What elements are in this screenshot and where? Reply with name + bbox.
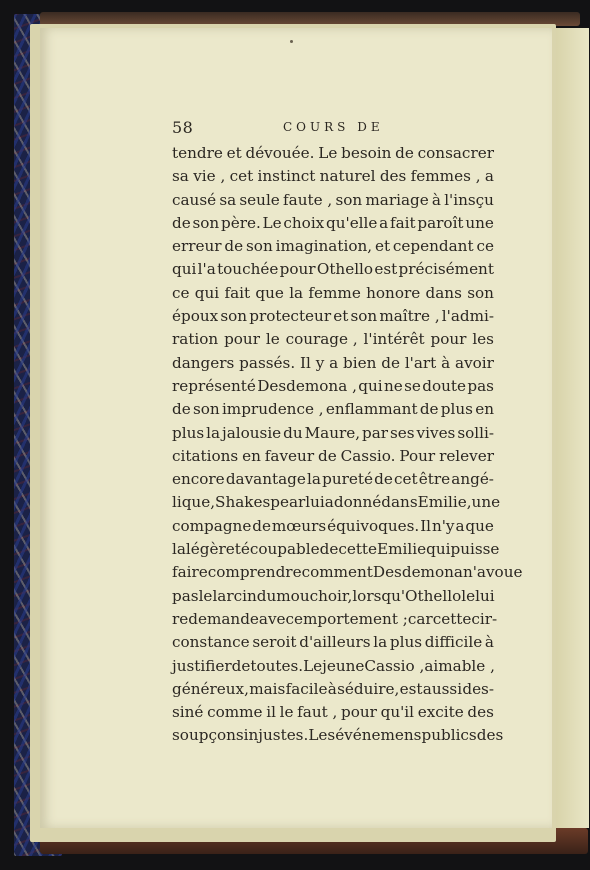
word: pureté: [322, 470, 373, 489]
word: qui: [172, 260, 197, 279]
word: il: [266, 703, 276, 722]
word: encore: [172, 470, 225, 489]
word: est: [399, 679, 423, 698]
word: de: [374, 470, 393, 489]
word: se: [404, 376, 421, 395]
word: père.: [220, 213, 261, 232]
word: dans: [381, 493, 418, 512]
word: consacrer: [417, 144, 494, 162]
word: faveur: [264, 446, 315, 465]
word: Les: [308, 726, 336, 745]
word: mœurs: [271, 516, 327, 535]
word: et: [226, 144, 242, 162]
word: du: [283, 423, 303, 442]
text-line: [172, 701, 494, 724]
word: être: [418, 470, 451, 489]
word: enflammant: [325, 400, 418, 419]
word: coupable: [249, 540, 320, 559]
text-line: [172, 585, 494, 608]
word: toutes.: [250, 656, 304, 675]
word: de: [172, 213, 191, 232]
word: des: [379, 167, 407, 186]
word: faute ,: [283, 190, 333, 209]
text-line: [172, 468, 494, 491]
word: lui: [475, 586, 495, 605]
word: avoir: [455, 353, 494, 372]
word: son: [192, 400, 220, 419]
word: de: [381, 353, 400, 372]
text-line: [172, 491, 501, 514]
word: événemens: [335, 726, 422, 745]
word: mouchoir,: [276, 586, 353, 605]
running-head: COURS DE: [283, 120, 384, 134]
word: précisément: [398, 260, 494, 279]
word: et: [374, 237, 391, 256]
word: pas: [172, 586, 199, 605]
word: et: [333, 307, 349, 326]
word: cependant: [392, 237, 474, 256]
word: protecteur: [249, 307, 332, 326]
word: comme: [207, 703, 263, 722]
word: a: [324, 493, 334, 512]
word: qui: [358, 376, 383, 395]
word: lui: [305, 493, 325, 512]
word: facile: [285, 679, 328, 698]
word: que: [255, 283, 284, 302]
word: en: [475, 400, 494, 419]
word: n'y: [431, 516, 455, 535]
word: la: [307, 470, 321, 489]
word: honore: [366, 283, 421, 302]
word: excite: [417, 703, 464, 722]
word: qu'il: [380, 703, 415, 722]
word: Cassio.: [340, 446, 396, 465]
word: compagne: [172, 516, 252, 535]
word: injustes.: [243, 726, 309, 745]
word: tendre: [172, 144, 223, 162]
word: à: [484, 633, 494, 652]
text-line: [172, 655, 494, 678]
word: son: [467, 283, 494, 302]
word: cette: [432, 609, 472, 628]
word: son: [335, 190, 363, 209]
word: citations: [172, 446, 239, 465]
word: lique,: [172, 493, 216, 512]
word: mariage: [365, 190, 429, 209]
word: Desdemona: [372, 563, 463, 582]
word: causé: [172, 190, 217, 209]
word: Pour: [399, 446, 436, 465]
word: redemande: [172, 609, 259, 628]
text-line: [172, 328, 494, 351]
word: aussi: [422, 679, 463, 698]
text-line: [172, 142, 494, 165]
text-line: [172, 165, 494, 188]
word: davantage: [225, 470, 306, 489]
word: des: [467, 703, 494, 722]
word: vie ,: [193, 167, 226, 186]
word: son: [246, 237, 273, 256]
word: ration: [172, 330, 219, 349]
text-line: [172, 212, 494, 235]
word: dangers: [172, 353, 235, 372]
word: Cassio ,: [364, 656, 425, 675]
word: naturel: [319, 167, 376, 186]
word: besoin: [341, 144, 392, 162]
text-line: [172, 724, 504, 747]
word: légèreté: [185, 540, 250, 559]
word: touchée: [217, 260, 279, 279]
body-text: [172, 142, 523, 748]
text-line: [172, 375, 494, 398]
word: la: [172, 540, 186, 559]
word: Le: [262, 213, 282, 232]
word: Le: [318, 144, 338, 162]
text-line: [172, 352, 494, 375]
word: n'avoue: [462, 563, 523, 582]
word: de: [252, 516, 271, 535]
word: y: [315, 353, 325, 372]
word: l'art: [404, 353, 437, 372]
word: larcin: [212, 586, 257, 605]
word: la: [373, 633, 388, 652]
word: à: [441, 353, 451, 372]
word: que: [465, 516, 494, 535]
word: mais: [249, 679, 286, 698]
word: emportement ;: [294, 609, 408, 628]
word: ses: [390, 423, 415, 442]
word: de: [318, 446, 337, 465]
word: a: [484, 167, 494, 186]
word: instinct: [257, 167, 316, 186]
word: faire: [172, 563, 208, 582]
word: publics: [421, 726, 477, 745]
word: pas: [467, 376, 494, 395]
text-line: [172, 631, 494, 654]
text-line: [172, 422, 494, 445]
word: seule: [239, 190, 280, 209]
word: aimable ,: [424, 656, 495, 675]
word: équivoques.: [327, 516, 420, 535]
word: l'intérêt: [363, 330, 425, 349]
word: courage ,: [285, 330, 358, 349]
word: Emilie: [377, 540, 427, 559]
word: Il: [420, 516, 432, 535]
word: faut ,: [297, 703, 338, 722]
paper-speck: [290, 40, 293, 43]
word: car: [407, 609, 433, 628]
word: paroît: [417, 213, 464, 232]
text-line: [172, 282, 494, 305]
word: le: [265, 330, 280, 349]
word: solli-: [457, 423, 494, 442]
word: Desdemona ,: [257, 376, 357, 395]
word: imagination,: [275, 237, 373, 256]
word: a: [379, 213, 389, 232]
word: qu'elle: [326, 213, 378, 232]
word: ce: [476, 237, 494, 256]
word: femme: [308, 283, 361, 302]
word: dans: [425, 283, 462, 302]
word: donné: [333, 493, 382, 512]
word: d'ailleurs: [299, 633, 371, 652]
word: constance: [172, 633, 250, 652]
word: l'admi-: [441, 307, 494, 326]
word: Shakespear: [215, 493, 306, 512]
word: des-: [462, 679, 494, 698]
word: bien: [343, 353, 377, 372]
word: femmes ,: [410, 167, 481, 186]
word: ne: [384, 376, 403, 395]
word: de: [319, 540, 339, 559]
text-line: [172, 678, 494, 701]
text-line: [172, 538, 500, 561]
word: dévouée.: [245, 144, 315, 162]
word: pour: [341, 703, 377, 722]
word: comment: [301, 563, 373, 582]
word: séduire,: [337, 679, 400, 698]
word: Le: [303, 656, 323, 675]
word: sa: [172, 167, 189, 186]
word: les: [472, 330, 494, 349]
word: relever: [439, 446, 494, 465]
word: pour: [224, 330, 260, 349]
text-line: [172, 561, 523, 584]
word: son: [220, 307, 248, 326]
word: à: [431, 190, 441, 209]
word: justifier: [172, 656, 232, 675]
word: choix: [283, 213, 325, 232]
word: du: [256, 586, 277, 605]
word: cette: [338, 540, 378, 559]
page-number: 58: [172, 118, 194, 137]
word: le: [461, 586, 476, 605]
word: ce: [172, 283, 190, 302]
word: pour: [430, 330, 467, 349]
word: difficile: [424, 633, 483, 652]
word: de: [224, 237, 244, 256]
word: le: [198, 586, 213, 605]
word: de: [172, 400, 191, 419]
word: des: [476, 726, 504, 745]
word: angé-: [451, 470, 494, 489]
word: le: [279, 703, 294, 722]
word: jeune: [322, 656, 365, 675]
word: époux: [172, 307, 219, 326]
word: fait: [389, 213, 416, 232]
word: de: [395, 144, 414, 162]
word: en: [242, 446, 261, 465]
word: siné: [172, 703, 204, 722]
word: de: [231, 656, 251, 675]
word: une: [465, 213, 494, 232]
word: a: [329, 353, 339, 372]
word: seroit: [252, 633, 297, 652]
word: à: [327, 679, 337, 698]
word: plus: [389, 633, 423, 652]
word: qui: [194, 283, 220, 302]
word: est: [374, 260, 398, 279]
word: erreur: [172, 237, 222, 256]
text-line: [172, 608, 498, 631]
word: maître ,: [379, 307, 440, 326]
text-line: [172, 235, 494, 258]
text-line: [172, 515, 494, 538]
word: vives: [416, 423, 456, 442]
text-line: [172, 445, 494, 468]
word: généreux,: [172, 679, 249, 698]
word: son: [350, 307, 378, 326]
word: représenté: [172, 376, 256, 395]
word: qui: [426, 540, 451, 559]
word: comprendre: [207, 563, 302, 582]
word: plus: [172, 423, 205, 442]
text-line: [172, 305, 494, 328]
word: la: [206, 423, 221, 442]
word: Maure,: [304, 423, 361, 442]
word: fait: [224, 283, 251, 302]
word: cet: [229, 167, 254, 186]
word: lorsqu'Othello: [352, 586, 462, 605]
word: son: [192, 213, 220, 232]
word: cet: [394, 470, 418, 489]
word: cir-: [471, 609, 498, 628]
word: doute: [422, 376, 467, 395]
text-line: [172, 189, 494, 212]
text-line: [172, 398, 494, 421]
word: Emilie,: [417, 493, 472, 512]
word: imprudence ,: [221, 400, 324, 419]
word: par: [362, 423, 389, 442]
word: de: [419, 400, 439, 419]
right-page-edge: [552, 28, 589, 828]
word: sa: [219, 190, 237, 209]
word: a: [455, 516, 465, 535]
word: l'insçu: [444, 190, 494, 209]
word: avec: [258, 609, 295, 628]
word: puisse: [450, 540, 500, 559]
word: passés.: [239, 353, 296, 372]
word: Il: [300, 353, 311, 372]
word: pour: [279, 260, 316, 279]
text-line: [172, 258, 494, 281]
word: soupçons: [172, 726, 244, 745]
word: la: [289, 283, 304, 302]
word: plus: [440, 400, 473, 419]
word: jalousie: [221, 423, 282, 442]
word: l'a: [197, 260, 216, 279]
word: Othello: [316, 260, 374, 279]
word: une: [471, 493, 501, 512]
